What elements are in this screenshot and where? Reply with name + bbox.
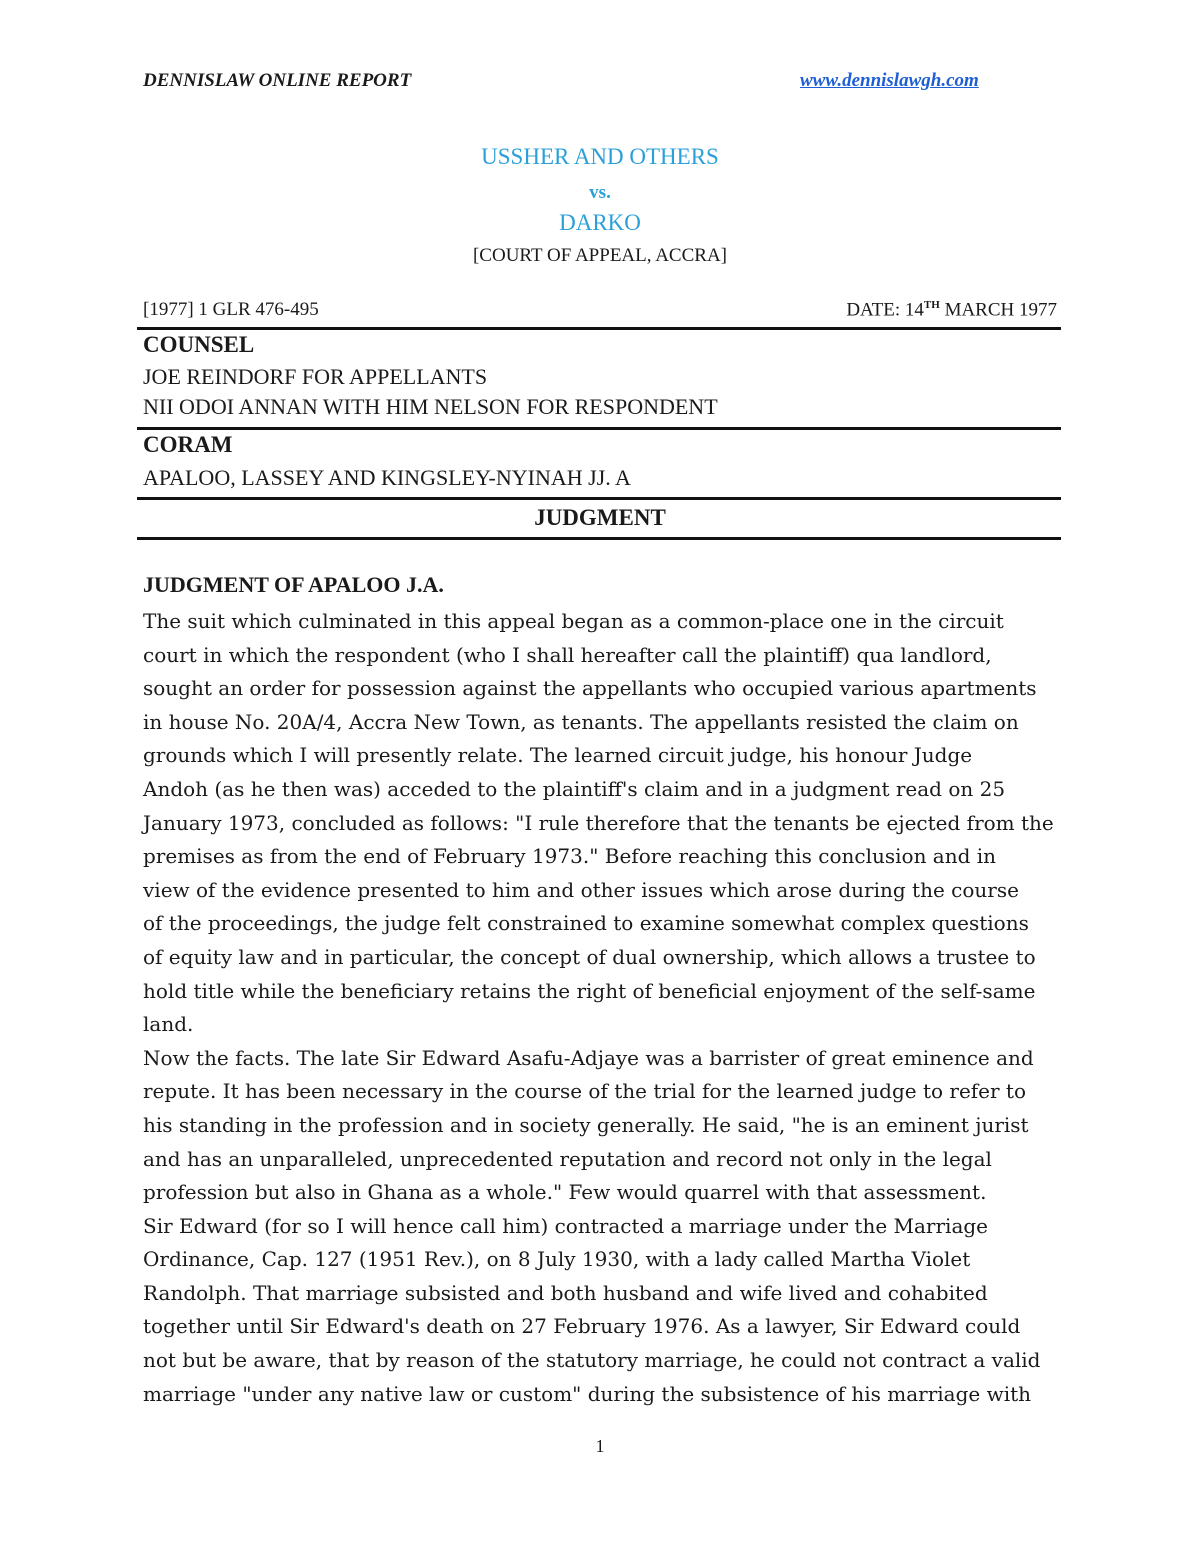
divider bbox=[137, 537, 1061, 540]
body-line: together until Sir Edward's death on 27 February 1976. As a lawyer, Sir Edward could bbox=[143, 1314, 1021, 1339]
body-line: Now the facts. The late Sir Edward Asafu-Adjaye was a barrister of great eminence and bbox=[143, 1045, 1034, 1070]
body-line: sought an order for possession against the appellants who occupied various apartments bbox=[143, 676, 1037, 701]
body-line: repute. It has been necessary in the course of the trial for the learned judge to refer to bbox=[143, 1079, 1027, 1104]
body-line: Ordinance, Cap. 127 (1951 Rev.), on 8 July 1930, with a lady called Martha Violet bbox=[143, 1247, 971, 1272]
report-header-title: DENNISLAW ONLINE REPORT bbox=[143, 70, 412, 91]
court-name: [COURT OF APPEAL, ACCRA] bbox=[472, 245, 727, 266]
body-line: profession but also in Ghana as a whole." Few would quarrel with that assessment. bbox=[143, 1180, 987, 1205]
page-number: 1 bbox=[595, 1436, 605, 1456]
citation-report: [1977] 1 GLR 476-495 bbox=[143, 299, 319, 320]
coram-heading: CORAM bbox=[143, 432, 233, 457]
body-line: view of the evidence presented to him and other issues which arose during the course bbox=[143, 877, 1019, 902]
case-party-respondent: DARKO bbox=[559, 210, 641, 235]
body-line: January 1973, concluded as follows: "I rule therefore that the tenants be ejected from the bbox=[143, 810, 1054, 835]
judgment-of-heading: JUDGMENT OF APALOO J.A. bbox=[143, 572, 444, 597]
judgment-heading: JUDGMENT bbox=[534, 505, 666, 530]
case-versus: vs. bbox=[589, 182, 611, 203]
body-line: of the proceedings, the judge felt constrained to examine somewhat complex questions bbox=[143, 911, 1029, 936]
divider bbox=[137, 497, 1061, 500]
body-line: in house No. 20A/4, Accra New Town, as tenants. The appellants resisted the claim on bbox=[143, 709, 1019, 734]
body-line: grounds which I will presently relate. The learned circuit judge, his honour Judge bbox=[143, 743, 973, 768]
website-link[interactable]: www.dennislawgh.com bbox=[800, 70, 979, 91]
body-line: and has an unparalleled, unprecedented reputation and record not only in the legal bbox=[143, 1146, 992, 1171]
body-line: of equity law and in particular, the concept of dual ownership, which allows a trustee to bbox=[143, 944, 1036, 969]
body-line: his standing in the profession and in society generally. He said, "he is an eminent jurist bbox=[143, 1112, 1029, 1137]
body-line: court in which the respondent (who I shall hereafter call the plaintiff) qua landlord, bbox=[143, 642, 992, 667]
body-line: Andoh (as he then was) acceded to the plaintiff's claim and in a judgment read on 25 bbox=[143, 776, 1006, 801]
counsel-line: NII ODOI ANNAN WITH HIM NELSON FOR RESPONDENT bbox=[143, 394, 718, 419]
body-line: land. bbox=[143, 1012, 194, 1037]
divider bbox=[137, 327, 1061, 330]
body-line: not but be aware, that by reason of the statutory marriage, he could not contract a valid bbox=[143, 1348, 1041, 1373]
divider bbox=[137, 427, 1061, 430]
citation-date: DATE: 14TH MARCH 1977 bbox=[846, 299, 1057, 321]
body-line: premises as from the end of February 1973." Before reaching this conclusion and in bbox=[143, 844, 997, 869]
coram-line: APALOO, LASSEY AND KINGSLEY-NYINAH JJ. A bbox=[143, 465, 631, 490]
body-line: Randolph. That marriage subsisted and both husband and wife lived and cohabited bbox=[143, 1280, 988, 1305]
body-line: hold title while the beneficiary retains the right of beneficial enjoyment of the self-same bbox=[143, 978, 1036, 1003]
body-line: Sir Edward (for so I will hence call him) contracted a marriage under the Marriage bbox=[143, 1213, 988, 1238]
judgment-body bbox=[143, 605, 1073, 1411]
case-party-appellants: USSHER AND OTHERS bbox=[481, 144, 719, 169]
body-line: marriage "under any native law or custom" during the subsistence of his marriage with bbox=[143, 1381, 1032, 1406]
counsel-heading: COUNSEL bbox=[143, 332, 255, 357]
counsel-line: JOE REINDORF FOR APPELLANTS bbox=[143, 364, 488, 389]
body-line: The suit which culminated in this appeal began as a common-place one in the circuit bbox=[143, 609, 1004, 633]
